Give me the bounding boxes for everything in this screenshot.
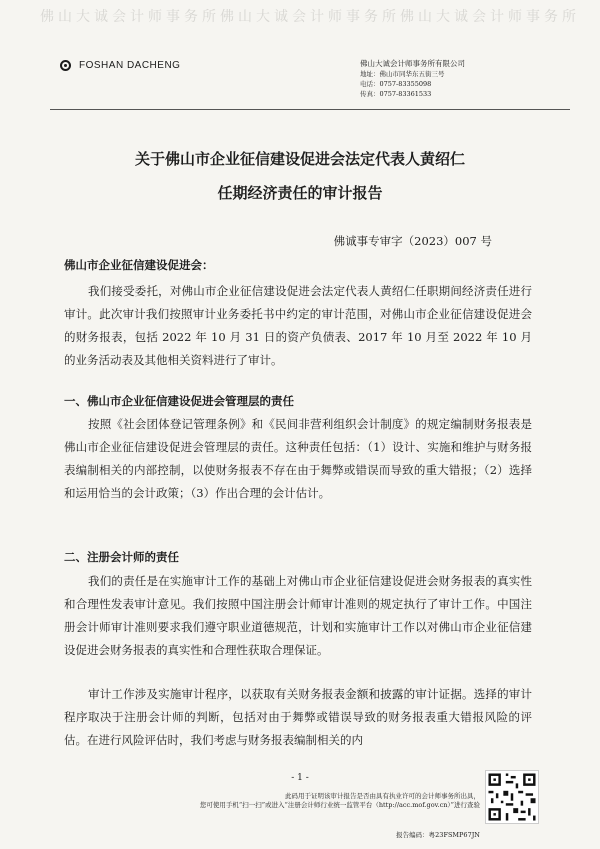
logo-text: FOSHAN DACHENG	[79, 60, 181, 71]
firm-name: 佛山大诚会计师事务所有限公司	[360, 59, 465, 68]
verification-line2: 您可使用手机“扫一扫”或进入“注册会计师行业统一监管平台（http://acc.mof.gov.cn）”进行查验	[199, 801, 480, 809]
paragraph-auditor-responsibility: 我们的责任是在实施审计工作的基础上对佛山市企业征信建设促进会财务报表的真实性和合理性发表审计意见。我们按照中国注册会计师审计准则的规定执行了审计工作。中国注册会计师审计准则要求我们遵守职业道德规范，计划和实施审计工作以对佛山市企业征信建设促进会财务报表的真实性和合理性获取合理保证。	[64, 574, 532, 657]
logo-icon	[60, 60, 71, 71]
header-divider	[50, 109, 570, 110]
paragraph-management-responsibility: 按照《社会团体登记管理条例》和《民间非营利组织会计制度》的规定编制财务报表是佛山市企业征信建设促进会管理层的责任。这种责任包括：（1）设计、实施和维护与财务报表编制相关的内部控制，以使财务报表不存在由于舞弊或错误而导致的重大错报；（2）选择和运用恰当的会计政策；（3）作出合理的会计估计。	[64, 417, 532, 500]
qr-code-icon	[486, 771, 538, 823]
report-title-line1: 关于佛山市企业征信建设促进会法定代表人黄绍仁	[134, 150, 465, 168]
verification-line1: 此码用于证明该审计报告是否由具有执业许可的会计师事务所出具，	[285, 792, 480, 800]
firm-phone: 电话：0757-83355098	[360, 80, 432, 88]
section-heading-auditor: 二、注册会计师的责任	[64, 550, 179, 564]
paragraph-engagement: 我们接受委托，对佛山市企业征信建设促进会法定代表人黄绍仁任职期间经济责任进行审计。此次审计我们按照审计业务委托书中约定的审计范围，对佛山市企业征信建设促进会的财务报表，包括 2022 年 10 月 31 日的资产负债表、2017 年 10 月至 2022 年 10 月的业务活动表及其他相关资料进行了审计。	[64, 284, 532, 367]
report-title-line2: 任期经济责任的审计报告	[217, 184, 383, 202]
firm-logo	[60, 60, 180, 71]
qr-code[interactable]	[485, 770, 539, 824]
addressee: 佛山市企业征信建设促进会：	[64, 258, 214, 272]
report-code: 报告编码：粤23FSMP67JN	[396, 831, 480, 839]
firm-fax: 传真：0757-83361533	[360, 90, 432, 98]
firm-address: 地址：佛山市同华东五街三号	[360, 70, 445, 78]
document-number: 佛诚事专审字（2023）007 号	[333, 234, 492, 248]
firm-info	[360, 59, 560, 99]
page-number: - 1 -	[291, 773, 309, 783]
section-heading-management: 一、佛山市企业征信建设促进会管理层的责任	[64, 394, 294, 408]
watermark: 佛山大诚会计师事务所佛山大诚会计师事务所佛山大诚会计师事务所	[40, 9, 580, 24]
verification-note	[145, 792, 480, 810]
paragraph-audit-procedures: 审计工作涉及实施审计程序，以获取有关财务报表金额和披露的审计证据。选择的审计程序取决于注册会计师的判断，包括对由于舞弊或错误导致的财务报表重大错报风险的评估。在进行风险评估时，我们考虑与财务报表编制相关的内	[64, 687, 532, 747]
